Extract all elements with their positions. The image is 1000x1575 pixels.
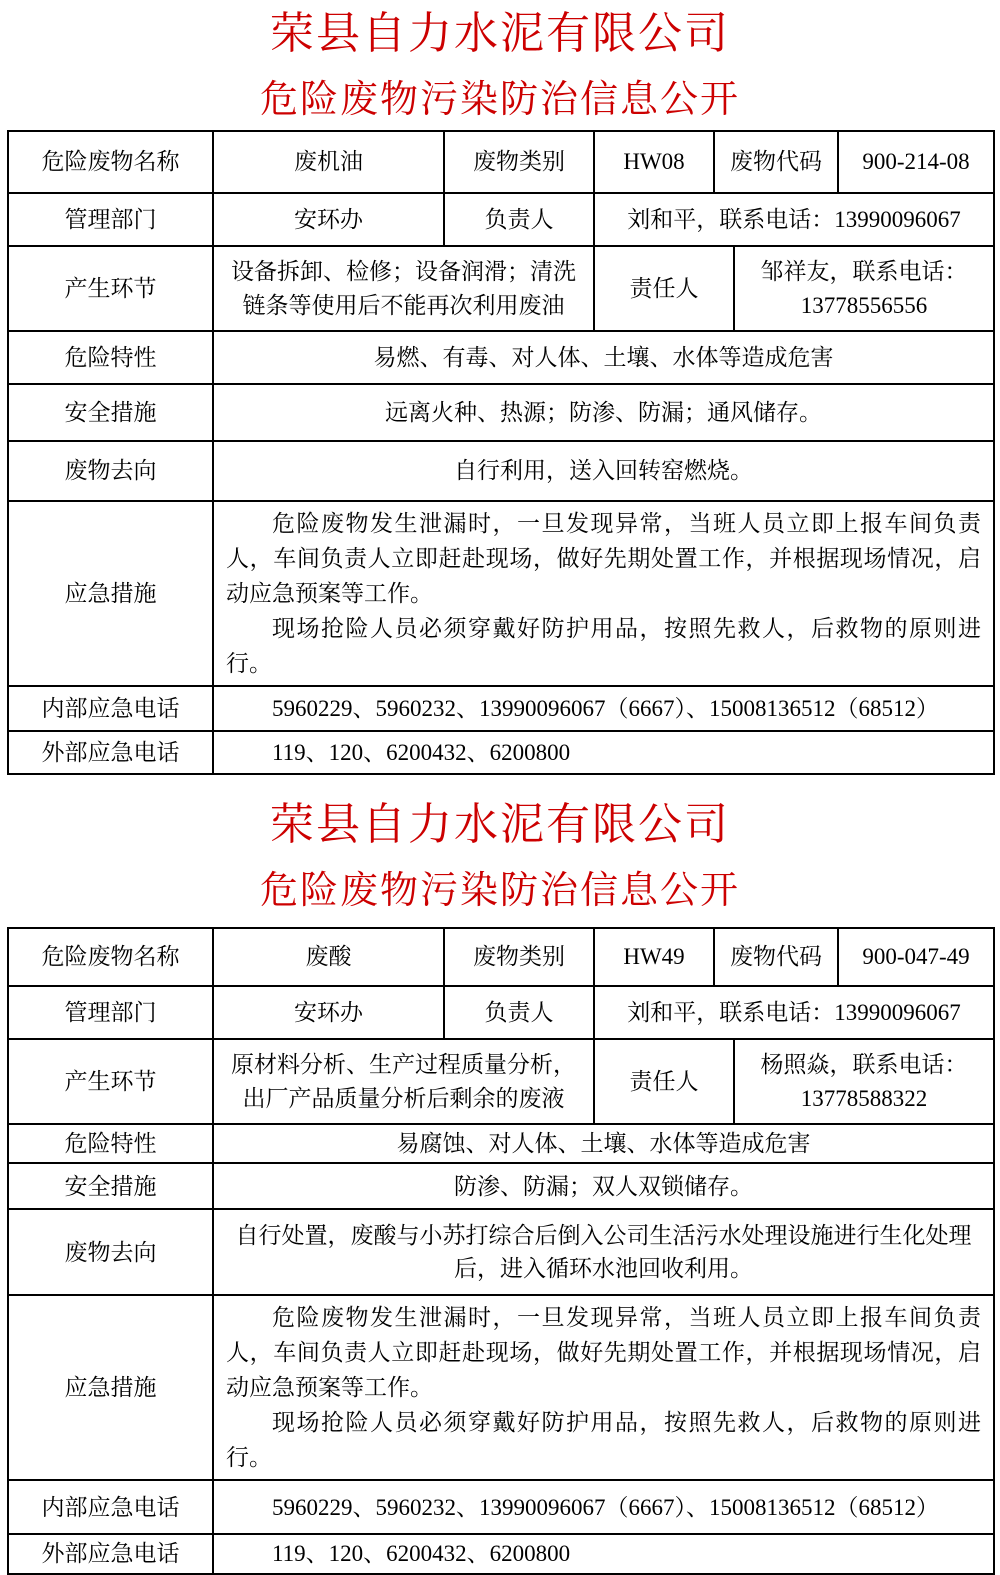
- waste-destination-label: 废物去向: [8, 441, 213, 501]
- internal-phone-value: 5960229、5960232、13990096067（6667）、15008136512（68512）: [213, 686, 994, 731]
- generation-stage-value: 设备拆卸、检修；设备润滑；清洗链条等使用后不能再次利用废油: [213, 246, 594, 331]
- table-row: [8, 331, 994, 384]
- section-waste-oil: [7, 6, 993, 775]
- person-in-charge-label: 负责人: [444, 986, 594, 1039]
- table-row: [8, 1480, 994, 1534]
- section-waste-acid: [7, 797, 993, 1575]
- emergency-measures-label: 应急措施: [8, 501, 213, 686]
- table-row: [8, 384, 994, 441]
- waste-category-label: 废物类别: [444, 928, 594, 986]
- person-in-charge-value: 刘和平，联系电话：13990096067: [594, 986, 994, 1039]
- waste-name-label: 危险废物名称: [8, 928, 213, 986]
- table-row: [8, 986, 994, 1039]
- external-phone-value: 119、120、6200432、6200800: [213, 1534, 994, 1573]
- emergency-measures-label: 应急措施: [8, 1295, 213, 1480]
- hazard-characteristics-value: 易腐蚀、对人体、土壤、水体等造成危害: [213, 1124, 994, 1163]
- management-dept-label: 管理部门: [8, 986, 213, 1039]
- internal-phone-label: 内部应急电话: [8, 686, 213, 731]
- company-title: 荣县自力水泥有限公司: [270, 800, 730, 849]
- table-row: [8, 1163, 994, 1209]
- table-row: [8, 1295, 994, 1480]
- responsible-person-label: 责任人: [594, 1039, 734, 1124]
- emergency-paragraph-2: 现场抢险人员必须穿戴好防护用品，按照先救人，后救物的原则进行。: [226, 1410, 981, 1471]
- table-row: [8, 1039, 994, 1124]
- waste-destination-label: 废物去向: [8, 1209, 213, 1295]
- safety-measures-label: 安全措施: [8, 1163, 213, 1209]
- hazard-characteristics-label: 危险特性: [8, 331, 213, 384]
- emergency-paragraph-1: 危险废物发生泄漏时，一旦发现异常，当班人员立即上报车间负责人，车间负责人立即赶赴现场，做好先期处置工作，并根据现场情况，启动应急预案等工作。: [226, 511, 981, 606]
- table-row: [8, 1534, 994, 1573]
- waste-destination-value: 自行利用，送入回转窑燃烧。: [213, 441, 994, 501]
- waste-name-value: 废酸: [213, 928, 444, 986]
- waste-code-value: 900-214-08: [838, 131, 994, 193]
- hazardous-waste-table-oil: [7, 130, 995, 775]
- waste-category-value: HW49: [594, 928, 714, 986]
- waste-code-value: 900-047-49: [838, 928, 994, 986]
- emergency-paragraph-1: 危险废物发生泄漏时，一旦发现异常，当班人员立即上报车间负责人，车间负责人立即赶赴现场，做好先期处置工作，并根据现场情况，启动应急预案等工作。: [226, 1305, 981, 1401]
- document-sheet: [7, 6, 993, 1575]
- management-dept-value: 安环办: [213, 986, 444, 1039]
- generation-stage-value: 原材料分析、生产过程质量分析，出厂产品质量分析后剩余的废液: [213, 1039, 594, 1124]
- external-phone-value: 119、120、6200432、6200800: [213, 731, 994, 774]
- management-dept-label: 管理部门: [8, 193, 213, 246]
- table-row: [8, 928, 994, 986]
- table-row: [8, 131, 994, 193]
- person-in-charge-label: 负责人: [444, 193, 594, 246]
- table-row: [8, 246, 994, 331]
- waste-name-label: 危险废物名称: [8, 131, 213, 193]
- safety-measures-label: 安全措施: [8, 384, 213, 441]
- generation-stage-label: 产生环节: [8, 246, 213, 331]
- responsible-person-value: 邹祥友，联系电话：13778556556: [734, 246, 994, 331]
- emergency-measures-value: [213, 1295, 994, 1480]
- safety-measures-value: 远离火种、热源；防渗、防漏；通风储存。: [213, 384, 994, 441]
- internal-phone-value: 5960229、5960232、13990096067（6667）、15008136512（68512）: [213, 1480, 994, 1534]
- management-dept-value: 安环办: [213, 193, 444, 246]
- person-in-charge-value: 刘和平，联系电话：13990096067: [594, 193, 994, 246]
- hazardous-waste-table-acid: [7, 927, 995, 1575]
- waste-category-value: HW08: [594, 131, 714, 193]
- hazard-characteristics-label: 危险特性: [8, 1124, 213, 1163]
- responsible-person-value: 杨照焱，联系电话：13778588322: [734, 1039, 994, 1124]
- waste-name-value: 废机油: [213, 131, 444, 193]
- emergency-paragraph-2: 现场抢险人员必须穿戴好防护用品，按照先救人，后救物的原则进行。: [226, 616, 981, 676]
- document-subtitle: 危险废物污染防治信息公开: [259, 79, 740, 121]
- generation-stage-label: 产生环节: [8, 1039, 213, 1124]
- document-subtitle: 危险废物污染防治信息公开: [259, 870, 740, 912]
- external-phone-label: 外部应急电话: [8, 731, 213, 774]
- table-row: [8, 1124, 994, 1163]
- table-row: [8, 686, 994, 731]
- waste-code-label: 废物代码: [714, 928, 838, 986]
- table-row: [8, 193, 994, 246]
- table-row: [8, 1209, 994, 1295]
- waste-code-label: 废物代码: [714, 131, 838, 193]
- hazard-characteristics-value: 易燃、有毒、对人体、土壤、水体等造成危害: [213, 331, 994, 384]
- safety-measures-value: 防渗、防漏；双人双锁储存。: [213, 1163, 994, 1209]
- table-row: [8, 501, 994, 686]
- responsible-person-label: 责任人: [594, 246, 734, 331]
- waste-category-label: 废物类别: [444, 131, 594, 193]
- waste-destination-value: 自行处置，废酸与小苏打综合后倒入公司生活污水处理设施进行生化处理后，进入循环水池回收利用。: [213, 1209, 994, 1295]
- emergency-measures-value: [213, 501, 994, 686]
- table-row: [8, 441, 994, 501]
- external-phone-label: 外部应急电话: [8, 1534, 213, 1573]
- company-title: 荣县自力水泥有限公司: [270, 9, 730, 58]
- internal-phone-label: 内部应急电话: [8, 1480, 213, 1534]
- table-row: [8, 731, 994, 774]
